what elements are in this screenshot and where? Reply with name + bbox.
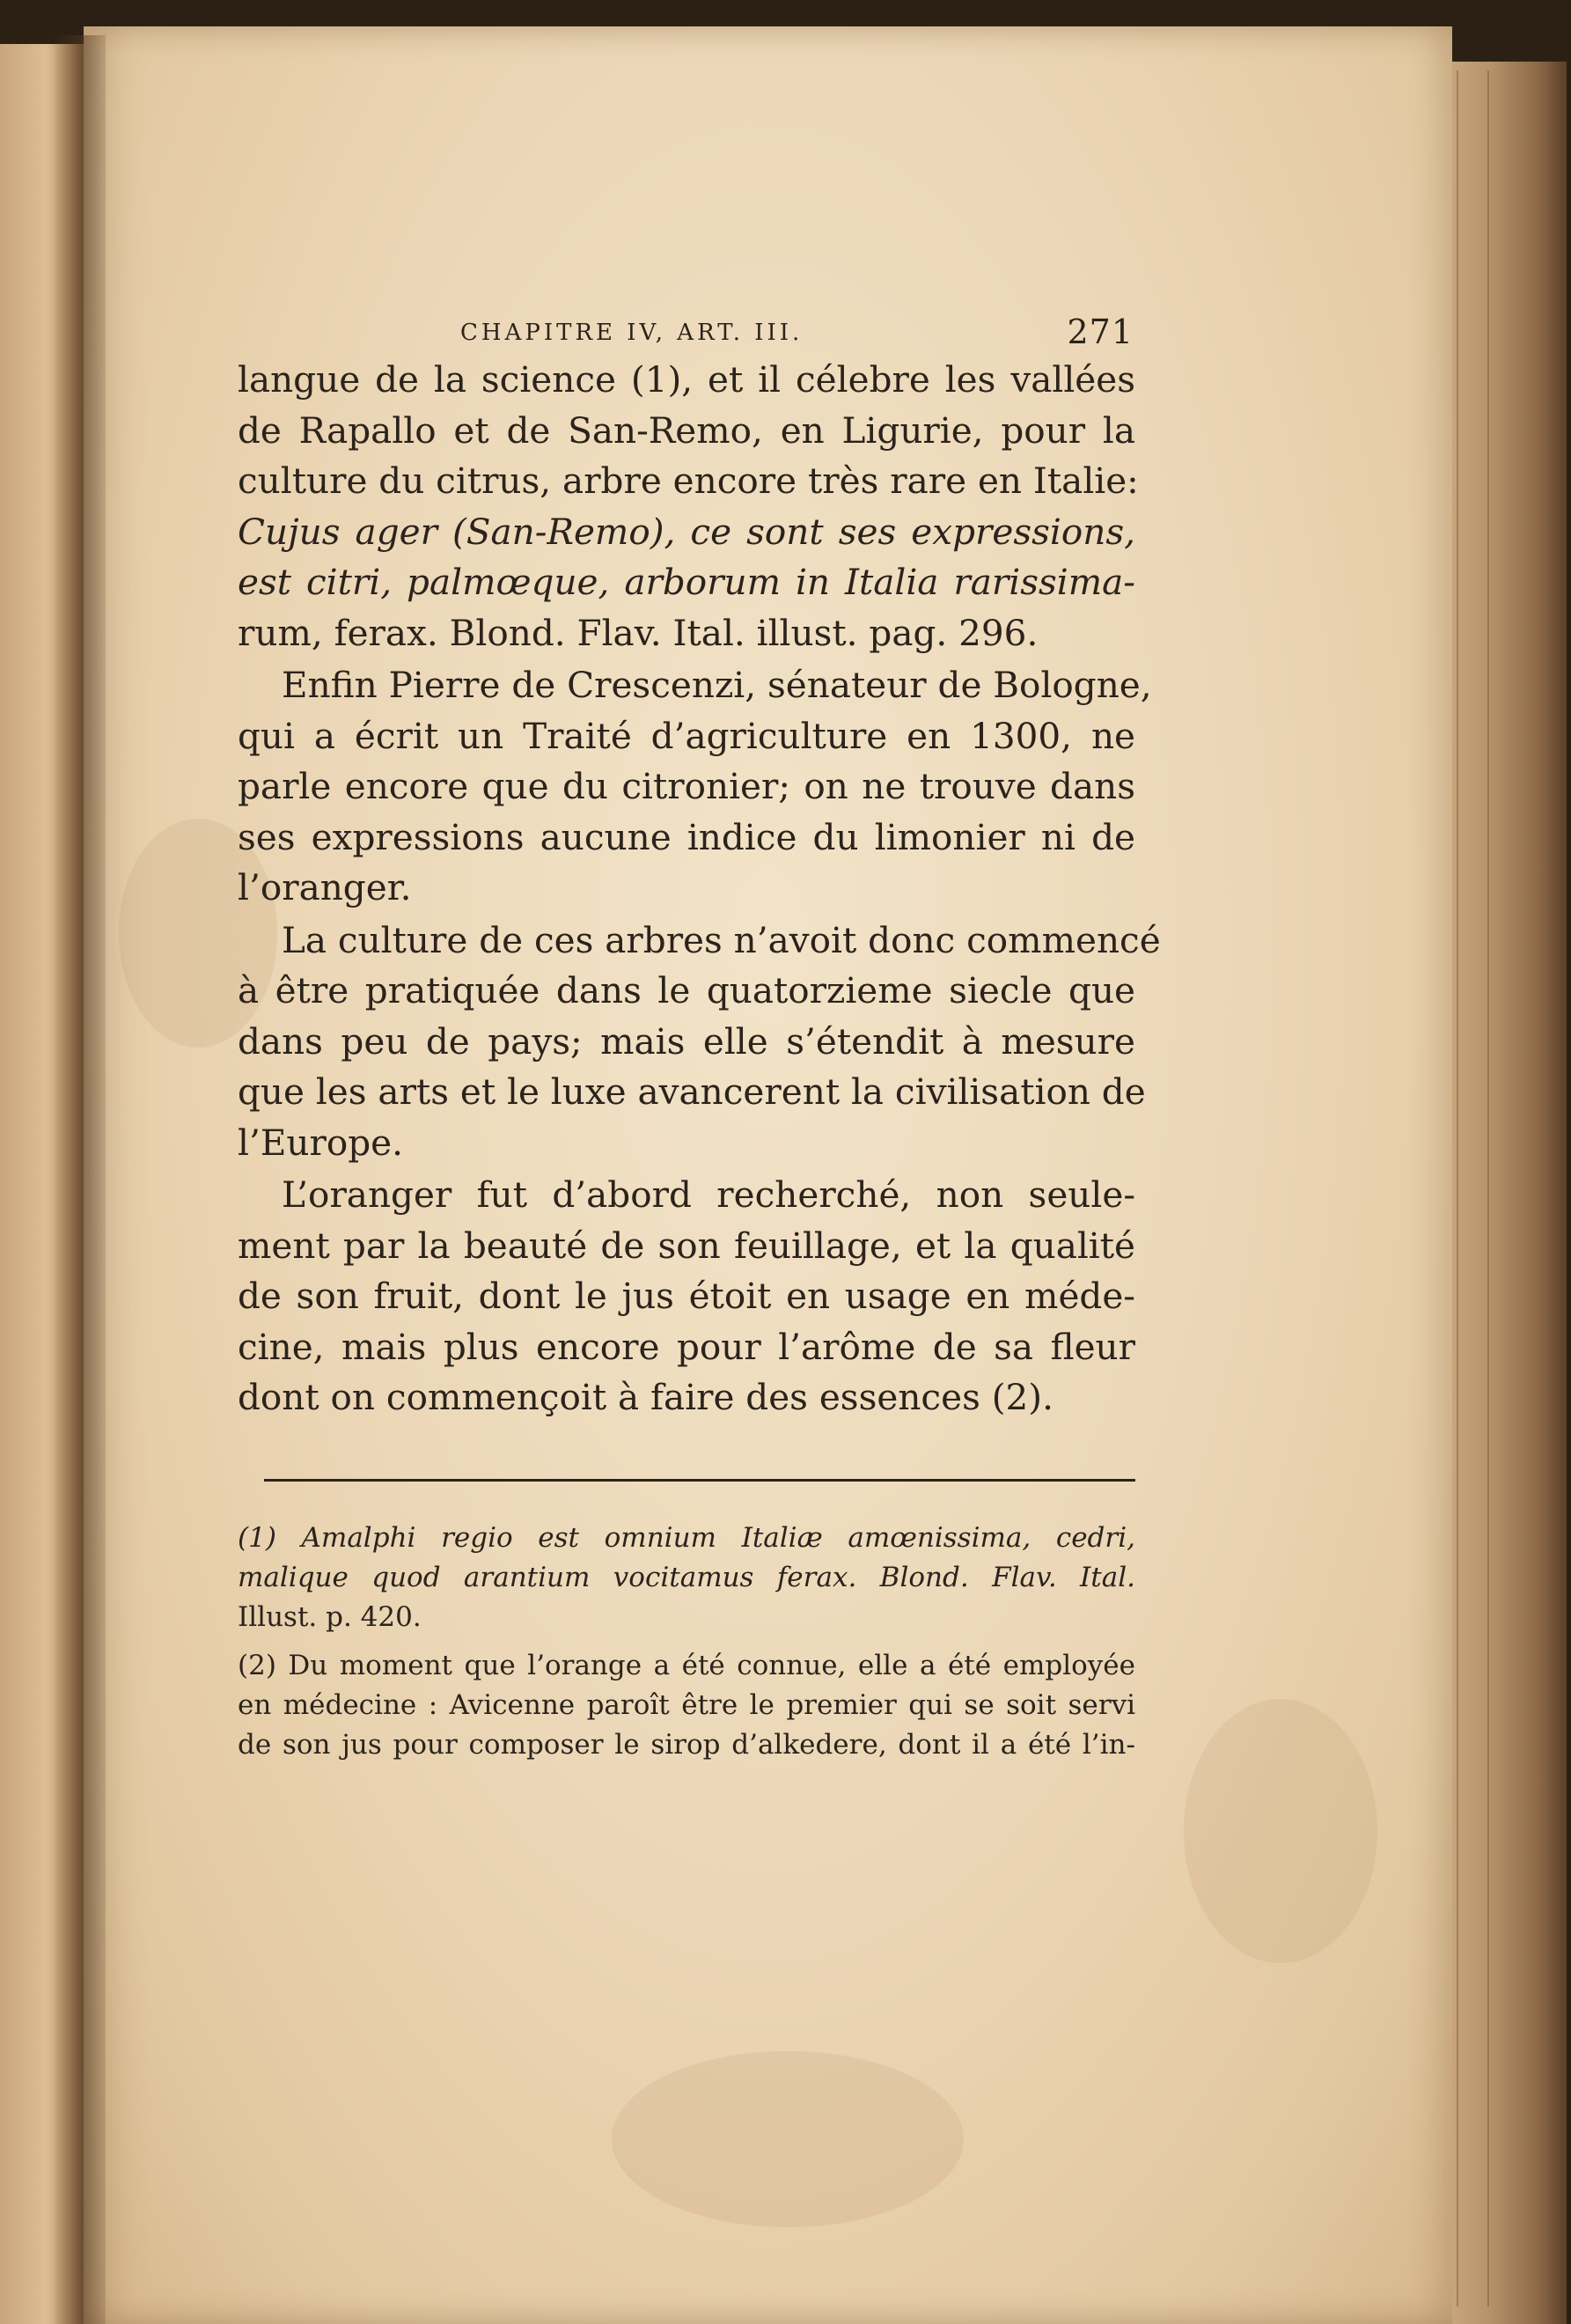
- page-number: 271: [1067, 313, 1134, 351]
- paper-stain: [612, 2051, 964, 2227]
- text-line: de Rapallo et de San-Remo, en Ligurie, pour la: [238, 408, 1135, 452]
- text-line: cine, mais plus encore pour l’arôme de sa fleur: [238, 1325, 1135, 1368]
- text-line: rum, ferax. Blond. Flav. Ital. illust. pag. 296.: [238, 611, 1039, 654]
- footnote-line: (2) Du moment que l’orange a été connue, elle a été employée: [238, 1650, 1135, 1681]
- paragraph-4: [238, 1170, 1135, 1423]
- text-line: à être pratiquée dans le quatorzieme siecle que: [238, 969, 1135, 1011]
- text-line: L’oranger fut d’abord recherché, non seule-: [282, 1173, 1135, 1216]
- paragraph-2: [238, 660, 1152, 914]
- paragraph-1: [238, 355, 1139, 658]
- page-edge-line: [1457, 70, 1458, 2306]
- paper-stain: [1184, 1699, 1377, 1963]
- page-edge-line: [1487, 70, 1489, 2306]
- text-line: La culture de ces arbres n’avoit donc commencé: [282, 918, 1161, 961]
- footnote-rule: [264, 1479, 1135, 1482]
- footnote-1: [238, 1519, 1135, 1637]
- footnote-2: [238, 1646, 1135, 1765]
- text-line: de son fruit, dont le jus étoit en usage en méde-: [238, 1275, 1135, 1317]
- text-line: langue de la science (1), et il célebre les vallées: [238, 358, 1135, 401]
- footnote-line: malique quod arantium vocitamus ferax. Blond. Flav. Ital.: [238, 1562, 1135, 1593]
- page-text: [238, 313, 1161, 1423]
- paragraph-3: [238, 916, 1161, 1169]
- text-line: ses expressions aucune indice du limonier ni de: [238, 815, 1135, 858]
- footnote-line: en médecine : Avicenne paroît être le premier qui se soit servi: [238, 1689, 1135, 1721]
- text-line: ment par la beauté de son feuillage, et la qualité: [238, 1224, 1135, 1267]
- book-gutter: [53, 35, 106, 2324]
- text-line: dans peu de pays; mais elle s’étendit à mesure: [238, 1019, 1135, 1063]
- text-line: dont on commençoit à faire des essences (2).: [238, 1376, 1053, 1418]
- text-line: qui a écrit un Traité d’agriculture en 1300, ne: [238, 714, 1135, 757]
- running-head-title: CHAPITRE IV, ART. III.: [460, 320, 804, 346]
- text-line: Enfin Pierre de Crescenzi, sénateur de Bologne,: [282, 664, 1152, 706]
- footnote-line: de son jus pour composer le sirop d’alkedere, dont il a été l’in-: [238, 1729, 1135, 1761]
- text-line: l’Europe.: [238, 1121, 403, 1164]
- text-line: est citri, palmœque, arborum in Italia rarissima-: [238, 561, 1135, 603]
- footnote-line: (1) Amalphi regio est omnium Italiæ amœnissima, cedri,: [238, 1522, 1135, 1554]
- body-text: [238, 355, 1161, 1423]
- text-line: culture du citrus, arbre encore très rare en Italie:: [238, 460, 1139, 502]
- text-line: parle encore que du citronier; on ne trouve dans: [238, 765, 1135, 807]
- text-line: Cujus ager (San-Remo), ce sont ses expressions,: [238, 510, 1135, 553]
- running-head: [238, 313, 1135, 355]
- text-line: que les arts et le luxe avancerent la civilisation de: [238, 1070, 1146, 1113]
- footnotes: [238, 1519, 1135, 1765]
- footnote-line: Illust. p. 420.: [238, 1601, 422, 1633]
- text-line: l’oranger.: [238, 866, 412, 908]
